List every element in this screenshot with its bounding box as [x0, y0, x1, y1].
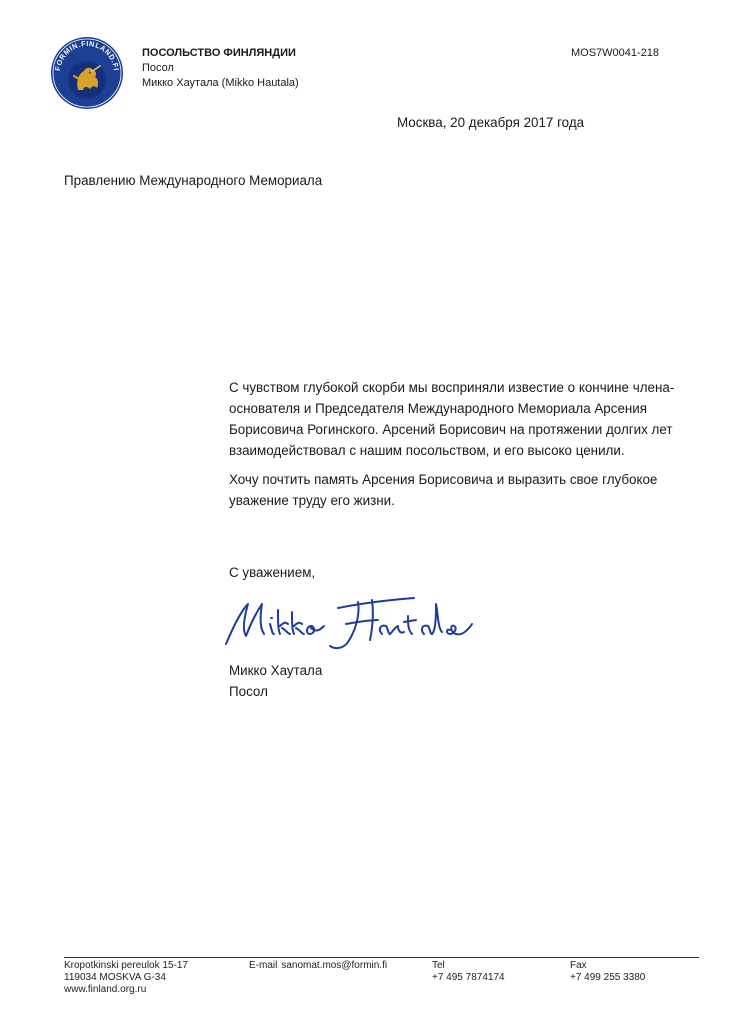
email-address[interactable]: sanomat.mos@formin.fi: [281, 960, 388, 971]
paragraph-tribute: [229, 469, 709, 511]
paragraph-line: С чувством глубокой скорби мы восприняли известие о кончине члена-: [229, 380, 675, 395]
email-label: E-mail: [249, 960, 278, 971]
paragraph-line: Борисовича Рогинского. Арсений Борисович на протяжении долгих лет: [229, 422, 673, 437]
paragraph-line: Хочу почтить память Арсения Борисовича и выразить свое глубокое: [229, 472, 658, 487]
sender-block: [142, 46, 299, 91]
closing-salutation: С уважением,: [229, 565, 316, 580]
fax-number: +7 499 255 3380: [570, 972, 646, 983]
sender-role: Посол: [142, 62, 174, 74]
signer-name: Микко Хаутала: [229, 663, 323, 678]
signer-title: Посол: [229, 684, 268, 699]
paragraph-line: уважение труду его жизни.: [229, 493, 395, 508]
website-link[interactable]: www.finland.org.ru: [64, 984, 147, 995]
paragraph-condolence: [229, 377, 709, 461]
tel-number: +7 495 7874174: [432, 972, 505, 983]
signer-block: [229, 660, 322, 702]
paragraph-line: взаимодействовал с нашим посольством, и его высоко ценили.: [229, 443, 625, 458]
footer-divider: [64, 957, 699, 958]
footer-email: [249, 960, 387, 972]
address-street: Kropotkinski pereulok 15-17: [64, 960, 188, 971]
embassy-seal-logo: [50, 36, 124, 110]
seal-text: FORMIN.FINLAND.FI: [53, 38, 121, 72]
fax-label: Fax: [570, 960, 587, 971]
paragraph-line: основателя и Председателя Международного Мемориала Арсения: [229, 401, 648, 416]
footer-address: [64, 960, 188, 996]
address-city: 119034 MOSKVA G-34: [64, 972, 166, 983]
letter-date: Москва, 20 декабря 2017 года: [397, 115, 585, 130]
letter-addressee: Правлению Международного Мемориала: [64, 173, 323, 188]
handwritten-signature: [218, 590, 508, 660]
embassy-name: ПОСОЛЬСТВО ФИНЛЯНДИИ: [142, 47, 296, 59]
footer-telephone: [432, 960, 505, 984]
tel-label: Tel: [432, 960, 445, 971]
footer-fax: [570, 960, 645, 984]
sender-person: Микко Хаутала (Mikko Hautala): [142, 77, 299, 89]
document-number: MOS7W0041-218: [571, 47, 660, 59]
